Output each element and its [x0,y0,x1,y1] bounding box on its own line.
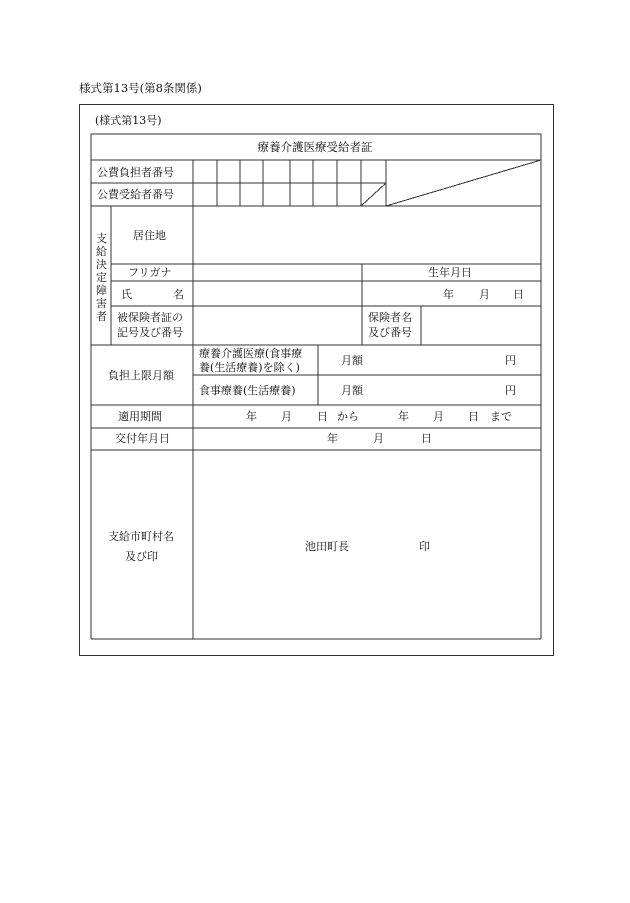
insured-label-line2: 記号及び番号 [117,326,183,339]
period-to-year: 年 [398,410,409,423]
medical-monthly-label: 月額 [341,354,363,367]
period-label: 適用期間 [118,410,162,423]
form-number-label: 様式第13号(第8条関係) [79,81,202,95]
period-to-day: 日 [468,410,479,423]
furigana-label: フリガナ [128,266,172,279]
payer-number-label: 公費負担者番号 [97,166,174,179]
name-label-part1: 氏 [121,288,132,301]
name-label-part2: 名 [173,288,184,301]
medical-yen-unit: 円 [505,354,516,367]
certificate-title: 療養介護医療受給者証 [257,140,373,154]
period-to-month: 月 [433,410,444,423]
birth-month-unit: 月 [479,288,490,301]
issue-date-label: 交付年月日 [115,432,170,445]
meal-monthly-label: 月額 [341,384,363,397]
birth-year-unit: 年 [443,288,454,301]
limit-label: 負担上限月額 [108,369,174,382]
meal-label: 食事療養(生活療養) [199,384,296,397]
medical-label-line2: 養(生活療養)を除く) [199,361,300,374]
issue-year: 年 [327,432,338,445]
period-from-year: 年 [246,410,257,423]
issue-month: 月 [373,432,384,445]
municipality-label-line2: 及び印 [125,550,158,563]
birth-day-unit: 日 [513,288,524,301]
inner-form-number-label: (様式第13号) [95,114,162,127]
mayor-text: 池田町長 [305,540,349,553]
insurer-label-line2: 及び番号 [368,326,412,339]
insurer-label-line1: 保険者名 [368,311,412,324]
birthdate-label: 生年月日 [428,266,472,279]
medical-label-line1: 療養介護医療(食事療 [199,347,303,360]
seal-mark: 印 [419,540,430,553]
period-from-day: 日 [317,410,328,423]
municipality-label-line1: 支給市町村名 [108,530,174,543]
period-from-month: 月 [281,410,292,423]
recipient-number-label: 公費受給者番号 [97,188,174,201]
issue-day: 日 [421,432,432,445]
meal-yen-unit: 円 [505,384,516,397]
insured-label-line1: 被保険者証の [117,311,183,324]
section-label-recipient: 支 給 決 定 障 害 者 [96,232,107,323]
period-from-text: から [337,410,359,423]
period-until-text: まで [490,410,512,423]
residence-label: 居住地 [133,229,166,242]
